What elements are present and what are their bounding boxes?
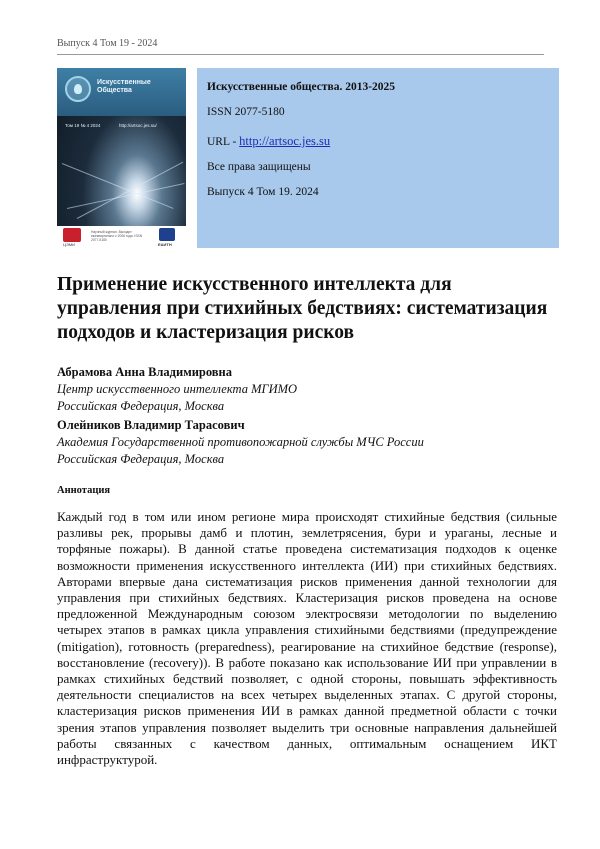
- journal-url-line: [207, 134, 330, 149]
- author-country: Российская Федерация, Москва: [57, 398, 557, 415]
- copyright-notice: Все права защищены: [207, 161, 311, 173]
- cover-logo-right-label: ЕАИТН: [158, 242, 172, 247]
- cover-url: http://artsoc.jes.su/: [119, 123, 157, 128]
- abstract-heading: Аннотация: [57, 485, 110, 496]
- journal-issue: Выпуск 4 Том 19. 2024: [207, 186, 319, 198]
- cemi-logo-icon: [63, 228, 81, 242]
- abstract-text: Каждый год в том или ином регионе мира происходят стихийные бедствия (сильные разливы рек, прорывы дамб и плотин, землетрясения, бури и ураганы, лесные и торфяные пожары). В данной статье проведена систематизация подходов к оценке возможности применения искусственного интеллекта (ИИ) при стихийных бедствиях. Авторами впервые дана систематизация рисков применения данной технологии для управления при стихийных бедствиях. Кластеризация рисков проведена на основе предложенной Международным союзом электросвязи методологии по выделению четырех этапов в рамках цикла управления стихийными бедствиями (предупреждение (mitigation), готовность (preparedness), реагирование на стихийное бедствие (response), восстановление (recovery)). В работе показано как использование ИИ при управлении в рамках стихийных бедствий позволяет, с одной стороны, повышать эффективность деятельности специалистов на всех четырех выделенных этапах. С другой стороны, кластеризация рисков применения ИИ в рамках данной предметной области с точки зрения этапов управления позволяет выделить три основные направления дальнейшей работы связанных с качеством данных, оптимальным оснащением ИКТ инфраструктурой.: [57, 509, 557, 768]
- journal-url-link[interactable]: http://artsoc.jes.su: [239, 134, 330, 148]
- author-country: Российская Федерация, Москва: [57, 451, 557, 468]
- cover-banner: [57, 68, 186, 116]
- cover-light-ray: [62, 163, 174, 209]
- running-header: Выпуск 4 Том 19 - 2024: [57, 38, 157, 49]
- cover-small-text: Научный журнал. Выходит ежеквартально с 2006 года. ISSN 2077-5180: [91, 230, 147, 242]
- author-name: Абрамова Анна Владимировна: [57, 364, 557, 381]
- cover-logo-left-label: ЦЭМИ: [63, 242, 75, 247]
- cover-footer: [57, 226, 186, 248]
- header-rule: [57, 54, 544, 55]
- author-affiliation: Центр искусственного интеллекта МГИМО: [57, 381, 557, 398]
- journal-cover-image: [57, 68, 186, 248]
- journal-name: Искусственные общества. 2013-2025: [207, 81, 395, 93]
- journal-info-box: [197, 68, 559, 248]
- eaitn-logo-icon: [159, 228, 175, 241]
- url-label: URL -: [207, 136, 239, 148]
- cover-issue: Том 19 № 4 2024: [65, 123, 100, 128]
- brain-icon: [65, 76, 91, 102]
- article-title: Применение искусственного интеллекта для управления при стихийных бедствиях: систематизация подходов и кластеризация рисков: [57, 273, 557, 345]
- cover-journal-title: Искусственные Общества: [97, 79, 183, 95]
- author-affiliation: Академия Государственной противопожарной службы МЧС России: [57, 434, 557, 451]
- author-block: [57, 417, 557, 468]
- author-name: Олейников Владимир Тарасович: [57, 417, 557, 434]
- author-block: [57, 364, 557, 415]
- journal-issn: ISSN 2077-5180: [207, 106, 285, 118]
